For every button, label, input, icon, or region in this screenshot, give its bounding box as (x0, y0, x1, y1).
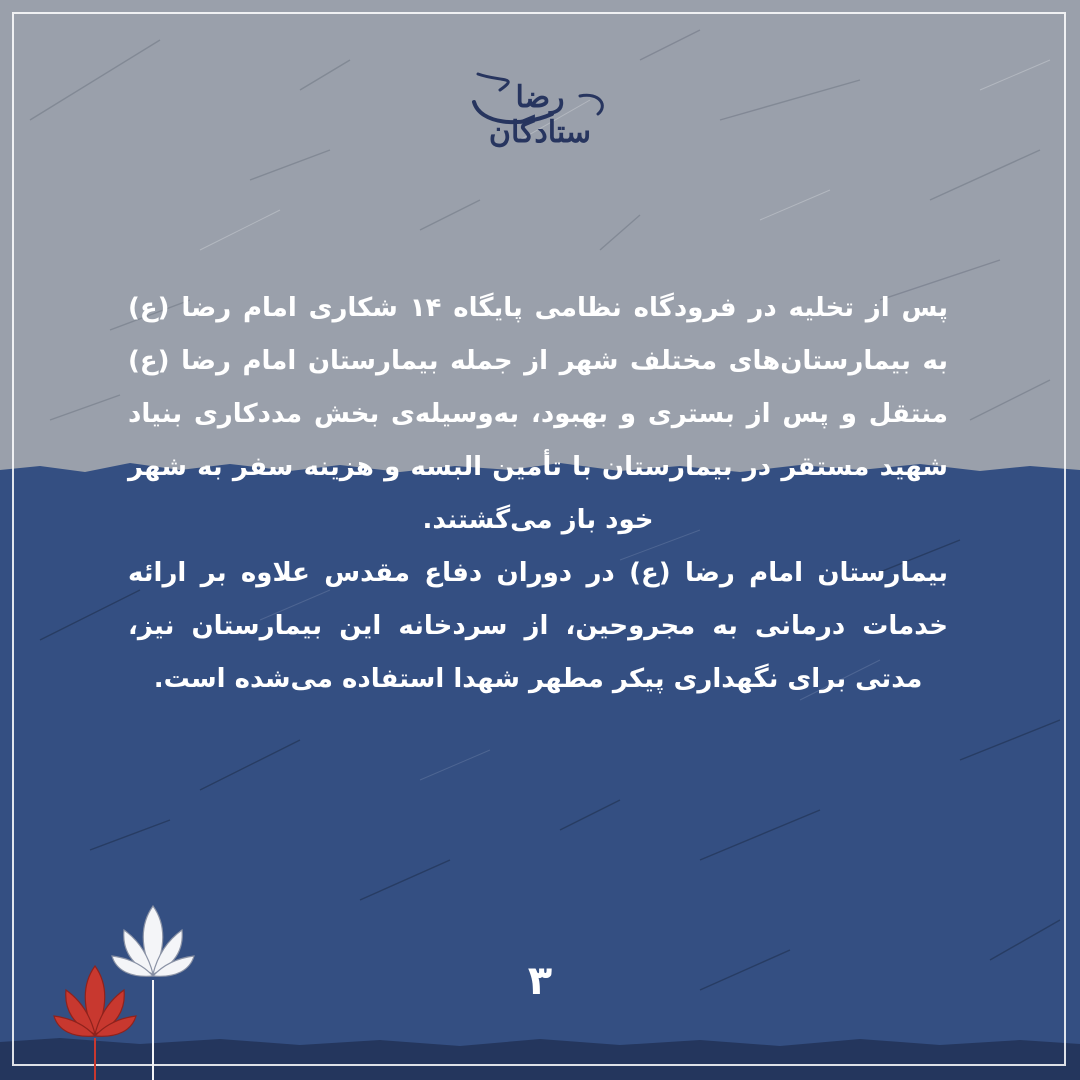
body-text (128, 282, 948, 706)
logo-text: رضا ستادگان (488, 80, 592, 150)
red-lotus-icon (52, 962, 138, 1080)
logo (460, 62, 620, 150)
paragraph-1: پس از تخلیه در فرودگاه نظامی پایگاه ۱۴ شکاری امام رضا (ع) به بیمارستان‌های مختلف شهر از جمله بیمارستان امام رضا (ع) منتقل و پس از بستری و بهبود، به‌وسیله‌ی بخش مددکاری بنیاد شهید مستقر در بیمارستان با تأمین البسه و هزینه سفر به شهر خود باز می‌گشتند. (128, 293, 948, 535)
page-number: ۳ (527, 958, 553, 1004)
paragraph-2: بیمارستان امام رضا (ع) در دوران دفاع مقدس علاوه بر ارائه خدمات درمانی به مجروحین، از سردخانه این بیمارستان نیز، مدتی برای نگهداری پیکر مطهر شهدا استفاده می‌شده است. (128, 558, 948, 694)
